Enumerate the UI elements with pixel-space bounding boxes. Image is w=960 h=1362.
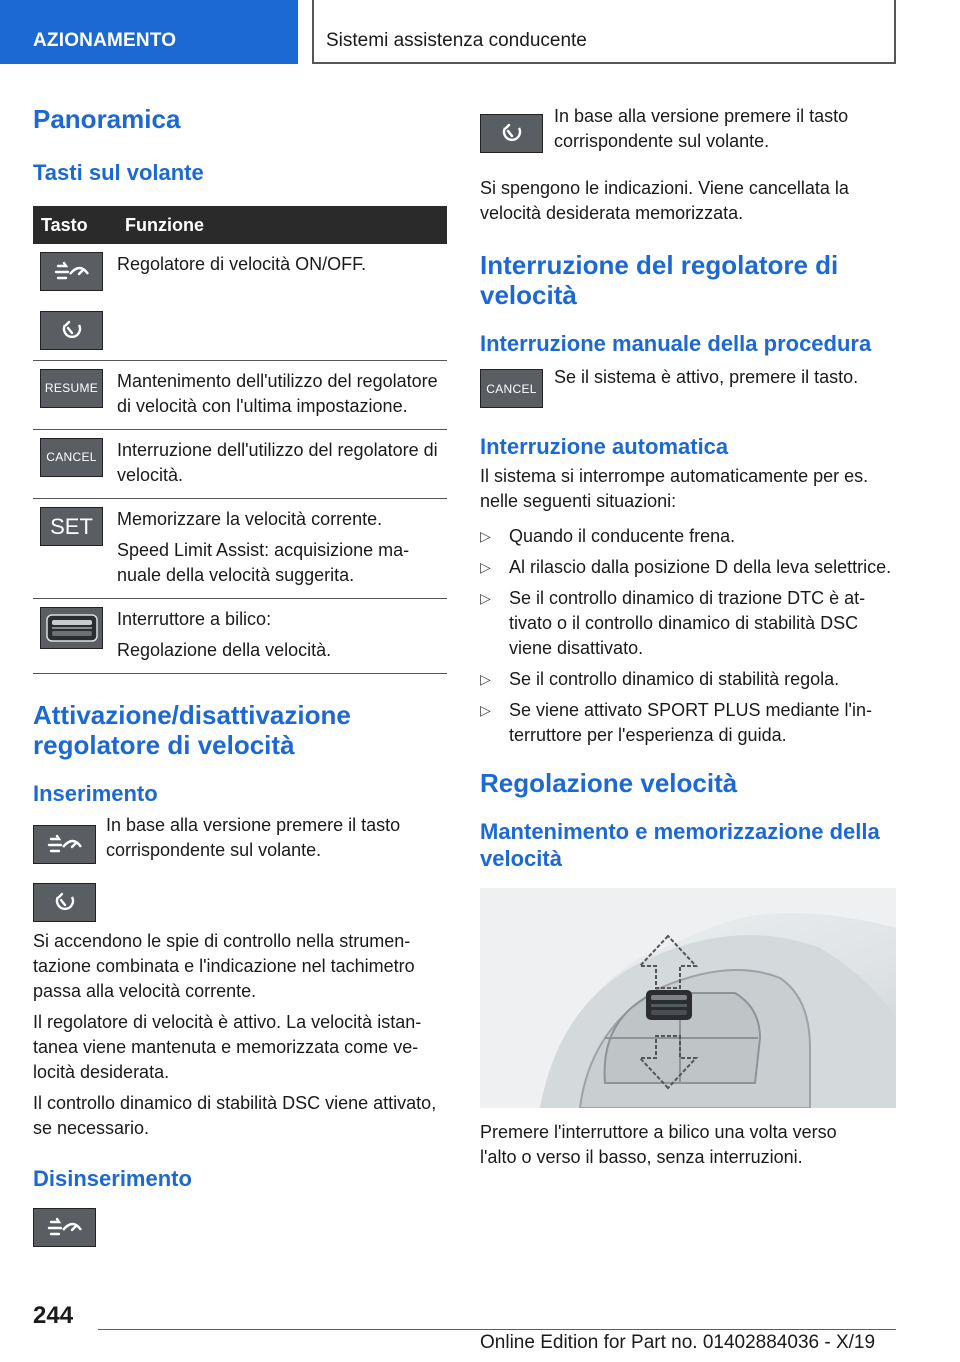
activation-title: Attivazione/disattivazione regolatore di velocità xyxy=(33,700,351,760)
page-title: Panoramica xyxy=(33,104,181,134)
section-subtitle: Tasti sul volante xyxy=(33,160,204,185)
triangle-bullet-icon: ▷ xyxy=(480,559,491,575)
edition-text: Online Edition for Part no. 01402884036 - X/19 xyxy=(480,1332,876,1353)
inserimento-title: Inserimento xyxy=(33,781,158,806)
cruise-limiter-icon xyxy=(40,311,103,350)
cruise-on-off-icon xyxy=(40,252,103,291)
table-header-row xyxy=(33,206,447,244)
list-item: ▷ Quando il conducente frena. xyxy=(480,524,896,549)
top-text: In base alla versione premere il tasto corrispondente sul volante. xyxy=(554,106,849,151)
chapter-title: Sistemi assistenza conducente xyxy=(326,30,587,51)
triangle-bullet-icon: ▷ xyxy=(480,702,491,718)
resume-key: RESUME xyxy=(40,369,103,408)
function-text-extra: Regolazione della velocità. xyxy=(117,640,332,660)
list-item: ▷ Al rilascio dalla posizione D della leva selettrice. xyxy=(480,555,896,580)
manuale-text: Se il sistema è attivo, premere il tasto. xyxy=(554,367,859,387)
list-item: ▷ Se il controllo dinamico di trazione DTC è attivato o il controllo dinamico di stabilità DSC viene disattivato. xyxy=(480,588,866,658)
interruzione-title: Interruzione del regolatore di velocità xyxy=(480,250,839,310)
bullet-list xyxy=(480,524,896,748)
paragraph: Si accendono le spie di controllo nella strumentazione combinata e l'indicazione nel tachimetro passa alla velocità corrente. xyxy=(33,931,415,1001)
function-text: Mantenimento dell'utilizzo del regolatore di velocità con l'ultima impostazione. xyxy=(117,361,447,430)
cruise-on-off-icon xyxy=(33,1208,96,1247)
paragraph: Si spengono le indicazioni. Viene cancellata la velocità desiderata memorizzata. xyxy=(480,178,849,223)
auto-title: Interruzione automatica xyxy=(480,434,729,459)
table-row xyxy=(33,430,447,499)
mantenimento-title: Mantenimento e memorizzazione della velocità xyxy=(480,819,880,871)
table-row xyxy=(33,244,447,361)
inserimento-text: In base alla versione premere il tasto corrispondente sul volante. xyxy=(106,815,401,860)
photo-caption: Premere l'interruttore a bilico una volta verso l'alto o verso il basso, senza interruzioni. xyxy=(480,1122,837,1167)
table-row xyxy=(33,599,447,674)
paragraph: Il regolatore di velocità è attivo. La velocità istantanea viene mantenuta e memorizzata come velocità desiderata. xyxy=(33,1012,422,1082)
section-tab xyxy=(0,0,298,64)
disinserimento-title: Disinserimento xyxy=(33,1166,192,1191)
triangle-bullet-icon: ▷ xyxy=(480,590,491,606)
left-column xyxy=(33,100,447,1247)
col-header-key: Tasto xyxy=(33,206,117,244)
list-item: ▷ Se il controllo dinamico di stabilità regola. xyxy=(480,667,896,692)
cancel-key: CANCEL xyxy=(40,438,103,477)
function-text: Interruzione dell'utilizzo del regolatore di velocità. xyxy=(117,430,447,499)
list-item: ▷ Se viene attivato SPORT PLUS mediante l'interruttore per l'esperienza di guida. xyxy=(480,700,872,745)
right-column xyxy=(480,100,896,1170)
page-number: 244 xyxy=(33,1302,74,1329)
set-key: SET xyxy=(40,507,103,546)
cancel-key: CANCEL xyxy=(480,369,543,408)
auto-intro: Il sistema si interrompe automaticamente per es. nelle seguenti situazioni: xyxy=(480,466,869,511)
table-row xyxy=(33,361,447,430)
keys-table xyxy=(33,206,447,674)
triangle-bullet-icon: ▷ xyxy=(480,671,491,687)
chapter-tab xyxy=(312,0,896,64)
section-title: AZIONAMENTO xyxy=(33,30,177,51)
function-text: Regolatore di velocità ON/OFF. xyxy=(117,244,447,361)
function-text-extra: Speed Limit Assist: acquisizione manuale della velocità suggerita. xyxy=(117,540,410,585)
regolazione-title: Regolazione velocità xyxy=(480,768,738,798)
manuale-title: Interruzione manuale della procedura xyxy=(480,331,872,356)
triangle-bullet-icon: ▷ xyxy=(480,528,491,544)
rocker-switch-icon xyxy=(40,607,103,649)
paragraph: Il controllo dinamico di stabilità DSC viene attivato, se necessario. xyxy=(33,1093,437,1138)
function-text: Memorizzare la velocità corrente. xyxy=(117,509,383,529)
cruise-on-off-icon xyxy=(33,825,96,864)
function-text: Interruttore a bilico: xyxy=(117,609,272,629)
footer-divider xyxy=(98,1329,896,1330)
col-header-function: Funzione xyxy=(117,206,447,244)
steering-wheel-photo xyxy=(480,888,896,1108)
table-row xyxy=(33,499,447,599)
cruise-limiter-icon xyxy=(480,114,543,153)
cruise-limiter-icon xyxy=(33,883,96,922)
